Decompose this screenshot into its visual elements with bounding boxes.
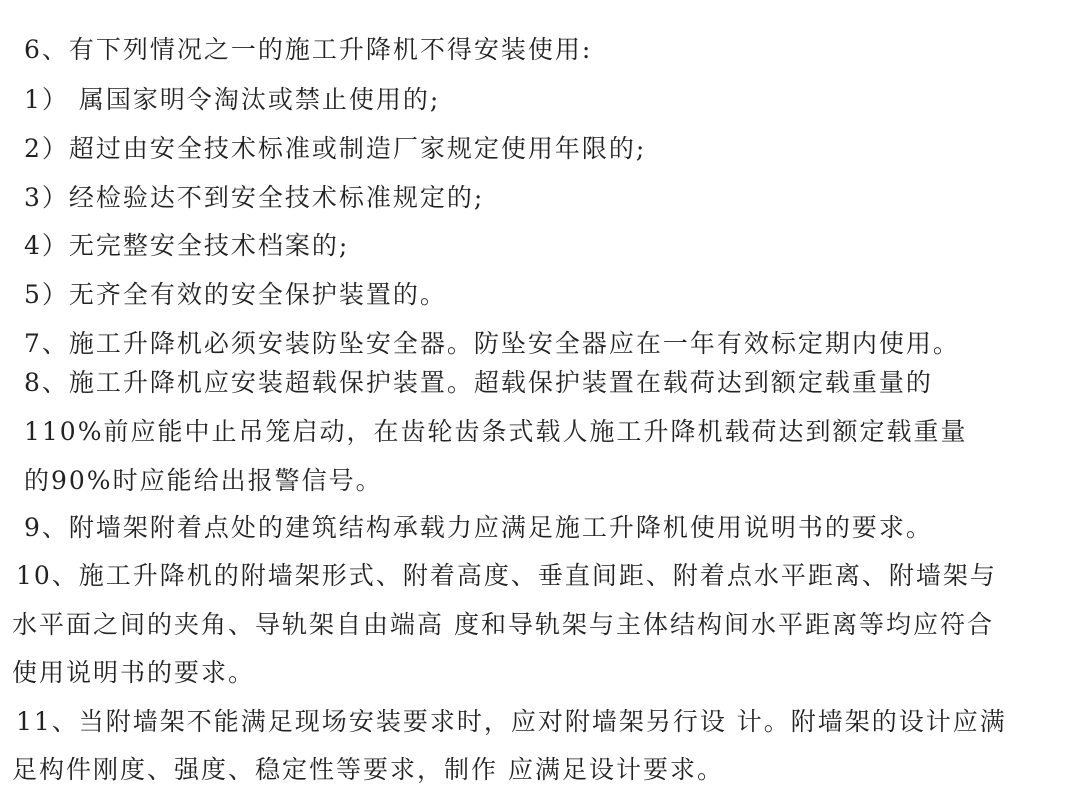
text-line-sub-3: 3）经检验达不到安全技术标准规定的; bbox=[24, 183, 485, 212]
text-line-item-10-part-2: 水平面之间的夹角、导轨架自由端高 度和导轨架与主体结构间水平距离等均应符合 bbox=[12, 610, 994, 639]
text-line-item-11-part-1: 11、当附墙架不能满足现场安装要求时，应对附墙架另行设 计。附墙架的设计应满 bbox=[16, 707, 1007, 736]
text-line-item-8-part-2: 110%前应能中止吊笼启动，在齿轮齿条式载人施工升降机载荷达到额定载重量 bbox=[24, 417, 968, 446]
text-line-item-8-part-1: 8、施工升降机应安装超载保护装置。超载保护装置在载荷达到额定载重量的 bbox=[24, 368, 933, 397]
text-line-item-6-heading: 6、有下列情况之一的施工升降机不得安装使用: bbox=[24, 35, 593, 64]
text-line-item-10-part-1: 10、施工升降机的附墙架形式、附着高度、垂直间距、附着点水平距离、附墙架与 bbox=[16, 561, 997, 590]
text-line-sub-2: 2）超过由安全技术标准或制造厂家规定使用年限的; bbox=[24, 134, 647, 163]
text-line-sub-5: 5）无齐全有效的安全保护装置的。 bbox=[24, 280, 447, 309]
text-line-sub-1: 1） 属国家明令淘汰或禁止使用的; bbox=[24, 85, 441, 114]
text-line-sub-4: 4）无完整安全技术档案的; bbox=[24, 231, 350, 260]
text-line-item-11-part-2: 足构件刚度、强度、稳定性等要求，制作 应满足设计要求。 bbox=[12, 755, 724, 784]
text-line-item-10-part-3: 使用说明书的要求。 bbox=[12, 658, 256, 687]
text-line-item-9: 9、附墙架附着点处的建筑结构承载力应满足施工升降机使用说明书的要求。 bbox=[24, 513, 933, 542]
text-line-item-7: 7、施工升降机必须安装防坠安全器。防坠安全器应在一年有效标定期内使用。 bbox=[24, 329, 960, 358]
text-line-item-8-part-3: 的90%时应能给出报警信号。 bbox=[24, 466, 383, 495]
